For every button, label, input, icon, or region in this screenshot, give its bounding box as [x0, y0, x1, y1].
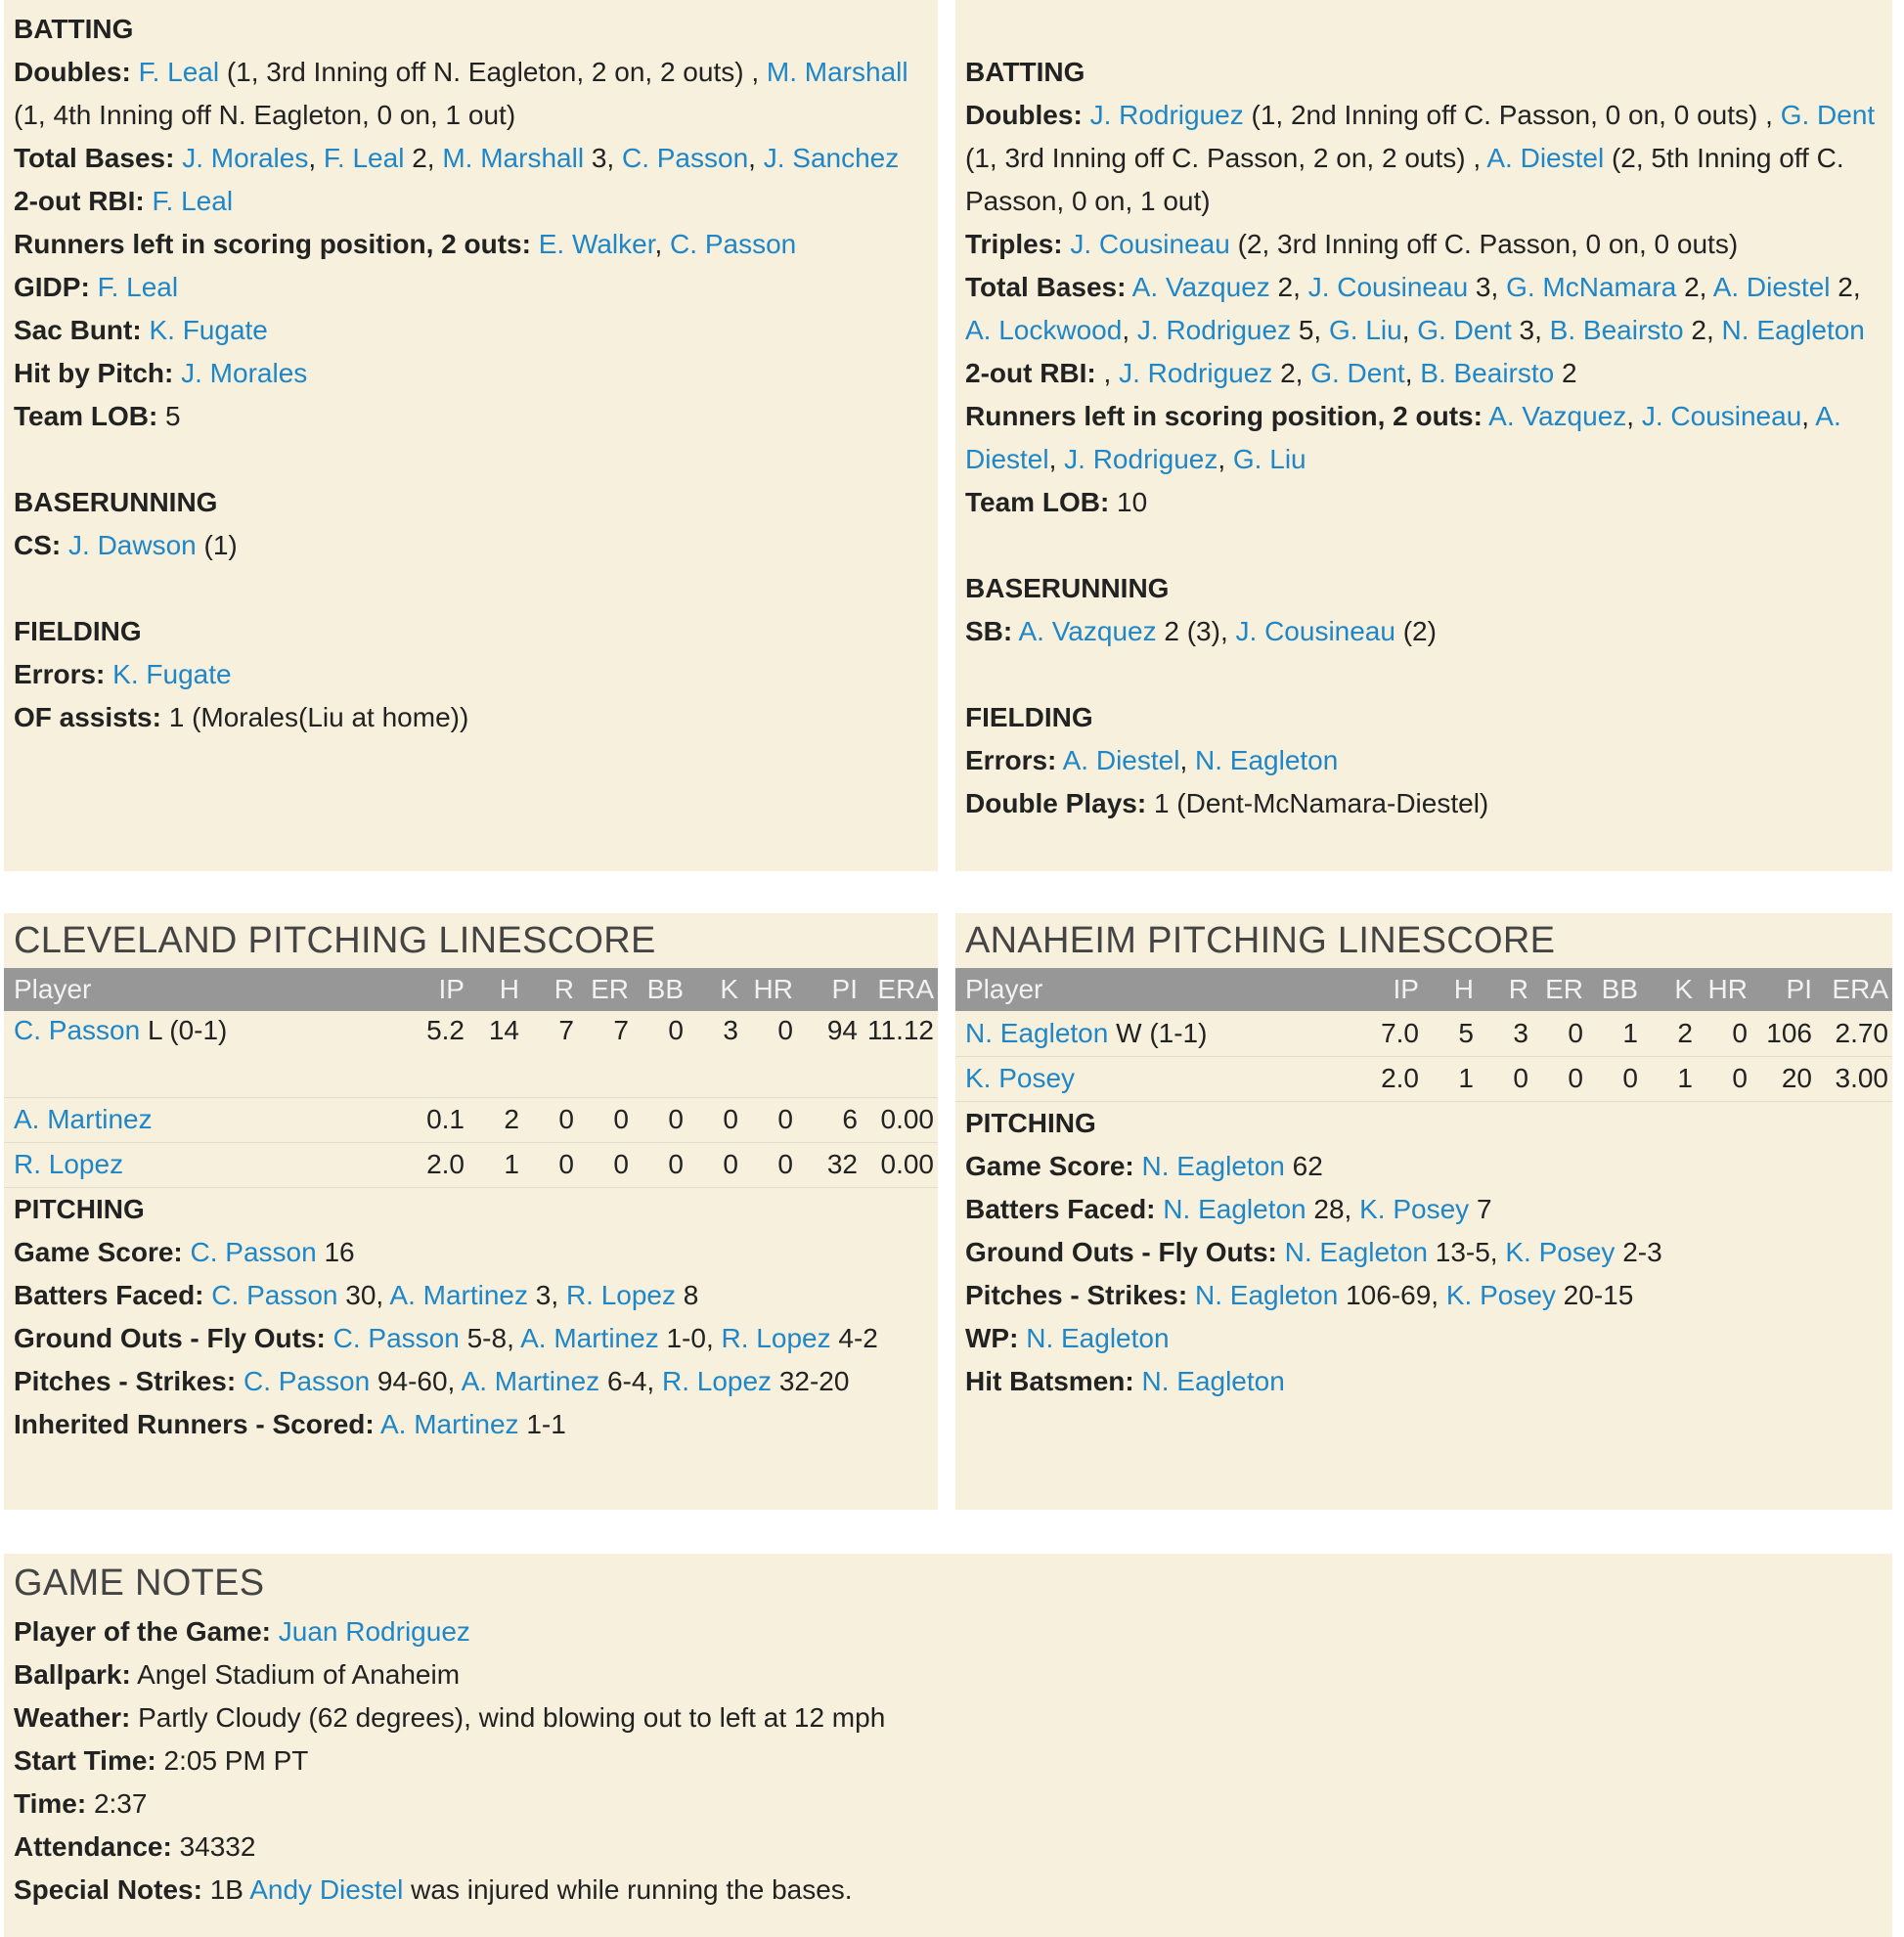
player-link[interactable]: C. Passon: [621, 143, 749, 173]
player-link[interactable]: E. Walker: [538, 229, 655, 259]
player-link[interactable]: R. Lopez: [14, 1149, 124, 1179]
cle-baserunning-header: BASERUNNING: [14, 487, 218, 517]
cle-hit-by-pitch: Hit by Pitch: J. Morales: [14, 358, 308, 388]
attendance: Attendance: 34332: [14, 1831, 256, 1862]
ana-risp: Runners left in scoring position, 2 outs: A. Vazquez, J. Cousineau, A. Diestel, J. Rodriguez, G. Liu: [965, 401, 1841, 474]
player-link[interactable]: J. Cousineau: [1070, 229, 1230, 259]
col-bb: BB: [1587, 968, 1642, 1011]
player-link[interactable]: A. Martinez: [379, 1408, 519, 1439]
ana-total-bases: Total Bases: A. Vazquez 2, J. Cousineau 3, G. McNamara 2, A. Diestel 2, A. Lockwood, J. Rodriguez 5, G. Liu, G. Dent 3, B. Beairsto 2, N. Eagleton: [965, 272, 1865, 345]
start-time: Start Time: 2:05 PM PT: [14, 1745, 309, 1776]
player-link[interactable]: R. Lopez: [565, 1279, 677, 1310]
player-link[interactable]: J. Rodriguez: [1119, 358, 1273, 388]
cle-two-out-rbi: 2-out RBI: F. Leal: [14, 186, 234, 216]
player-link[interactable]: R. Lopez: [721, 1322, 831, 1353]
player-link[interactable]: R. Lopez: [661, 1365, 773, 1396]
player-link[interactable]: A. Martinez: [461, 1365, 600, 1396]
player-link[interactable]: G. Dent: [1310, 358, 1405, 388]
ana-stolen-bases: SB: A. Vazquez 2 (3), J. Cousineau (2): [965, 616, 1437, 646]
player-link[interactable]: A. Diestel: [1486, 143, 1605, 173]
player-link[interactable]: C. Passon: [14, 1015, 141, 1045]
cle-inherited-runners: Inherited Runners - Scored: A. Martinez 1-1: [14, 1408, 566, 1439]
player-link[interactable]: Juan Rodriguez: [278, 1616, 470, 1647]
col-hr: HR: [1697, 968, 1751, 1011]
ana-game-score: Game Score: N. Eagleton 62: [965, 1150, 1323, 1181]
cle-pitches-strikes: Pitches - Strikes: C. Passon 94-60, A. Martinez 6-4, R. Lopez 32-20: [14, 1365, 850, 1396]
cle-errors: Errors: K. Fugate: [14, 659, 232, 689]
col-h: H: [468, 968, 523, 1011]
cle-sac-bunt: Sac Bunt: K. Fugate: [14, 315, 268, 345]
player-link[interactable]: C. Passon: [243, 1365, 371, 1396]
col-ip: IP: [414, 968, 468, 1011]
col-era: ERA: [862, 968, 938, 1011]
col-pi: PI: [797, 968, 862, 1011]
player-link[interactable]: B. Beairsto: [1420, 358, 1555, 388]
table-row: N. Eagleton W (1-1) 7.0 5 3 0 1 2 0 106 2.70: [955, 1011, 1892, 1056]
ana-pitching-table: [955, 968, 1892, 1102]
cle-game-score: Game Score: C. Passon 16: [14, 1236, 355, 1267]
col-k: K: [687, 968, 742, 1011]
ana-doubles: Doubles: J. Rodriguez (1, 2nd Inning off C. Passon, 0 on, 0 outs) , G. Dent (1, 3rd Inning off C. Passon, 2 on, 2 outs) , A. Diestel (2, 5th Inning off C. Passon, 0 on, 1 out): [965, 100, 1876, 216]
player-link[interactable]: M. Marshall: [442, 143, 585, 173]
ana-double-plays: Double Plays: 1 (Dent-McNamara-Diestel): [965, 788, 1489, 818]
player-link[interactable]: G. McNamara: [1506, 272, 1677, 302]
player-link[interactable]: K. Posey: [1359, 1193, 1470, 1224]
ana-baserunning-header: BASERUNNING: [965, 573, 1170, 603]
player-link[interactable]: M. Marshall: [766, 57, 908, 87]
player-link[interactable]: J. Dawson: [68, 530, 197, 560]
player-link[interactable]: B. Beairsto: [1549, 315, 1684, 345]
player-link[interactable]: G. Liu: [1329, 315, 1402, 345]
player-link[interactable]: K. Posey: [1505, 1236, 1616, 1267]
player-link[interactable]: A. Martinez: [389, 1279, 529, 1310]
cle-gidp: GIDP: F. Leal: [14, 272, 179, 302]
cle-pitching-header: PITCHING: [14, 1193, 145, 1224]
col-player: Player: [955, 968, 1368, 1011]
ana-batting-header: BATTING: [965, 57, 1085, 87]
game-notes-panel: [4, 1554, 1892, 1937]
anaheim-stats-panel: [955, 0, 1892, 871]
col-bb: BB: [633, 968, 687, 1011]
col-pi: PI: [1751, 968, 1816, 1011]
player-link[interactable]: N. Eagleton: [965, 1017, 1109, 1048]
player-link[interactable]: G. Liu: [1232, 444, 1306, 474]
cle-groundouts-flyouts: Ground Outs - Fly Outs: C. Passon 5-8, A. Martinez 1-0, R. Lopez 4-2: [14, 1322, 878, 1353]
player-link[interactable]: A. Diestel: [965, 401, 1841, 474]
ana-triples: Triples: J. Cousineau (2, 3rd Inning off C. Passon, 0 on, 0 outs): [965, 229, 1739, 259]
player-link[interactable]: A. Vazquez: [1131, 272, 1270, 302]
player-link[interactable]: Andy Diestel: [249, 1874, 404, 1905]
cleveland-stats-panel: [4, 0, 938, 871]
special-notes: Special Notes: 1B Andy Diestel was injured while running the bases.: [14, 1874, 853, 1905]
cle-batters-faced: Batters Faced: C. Passon 30, A. Martinez 3, R. Lopez 8: [14, 1279, 699, 1310]
player-link[interactable]: J. Rodriguez: [1089, 100, 1244, 130]
player-link[interactable]: A. Diestel: [1712, 272, 1831, 302]
player-link[interactable]: N. Eagleton: [1721, 315, 1865, 345]
player-link[interactable]: J. Cousineau: [1307, 272, 1469, 302]
player-link[interactable]: J. Rodriguez: [1136, 315, 1292, 345]
col-er: ER: [1532, 968, 1587, 1011]
player-link[interactable]: N. Eagleton: [1195, 745, 1339, 775]
cle-risp: Runners left in scoring position, 2 outs: E. Walker, C. Passon: [14, 229, 797, 259]
cle-caught-stealing: CS: J. Dawson (1): [14, 530, 238, 560]
player-link[interactable]: N. Eagleton: [1141, 1365, 1285, 1396]
player-link[interactable]: F. Leal: [323, 143, 405, 173]
ana-fielding-header: FIELDING: [965, 702, 1093, 732]
player-link[interactable]: J. Morales: [182, 143, 309, 173]
col-r: R: [1478, 968, 1532, 1011]
table-header-row: [955, 968, 1892, 1011]
ballpark: Ballpark: Angel Stadium of Anaheim: [14, 1659, 461, 1690]
player-link[interactable]: K. Posey: [965, 1063, 1076, 1093]
ana-batters-faced: Batters Faced: N. Eagleton 28, K. Posey 7: [965, 1193, 1492, 1224]
player-link[interactable]: C. Passon: [332, 1322, 460, 1353]
player-link[interactable]: A. Martinez: [520, 1322, 659, 1353]
game-notes-title: GAME NOTES: [14, 1563, 265, 1604]
cle-team-lob: Team LOB: 5: [14, 401, 181, 431]
player-link[interactable]: K. Posey: [1445, 1279, 1556, 1310]
player-link[interactable]: A. Vazquez: [1018, 616, 1157, 646]
col-player: Player: [4, 968, 414, 1011]
ana-pitches-strikes: Pitches - Strikes: N. Eagleton 106-69, K. Posey 20-15: [965, 1279, 1634, 1310]
col-ip: IP: [1368, 968, 1423, 1011]
ana-pitching-header: PITCHING: [965, 1107, 1096, 1138]
table-row: K. Posey 2.0 1 0 0 0 1 0 20 3.00: [955, 1056, 1892, 1101]
player-link[interactable]: N. Eagleton: [1194, 1279, 1339, 1310]
table-row: R. Lopez 2.0 1 0 0 0 0 0 32 0.00: [4, 1142, 938, 1187]
player-link[interactable]: A. Vazquez: [1488, 401, 1627, 431]
ana-two-out-rbi: 2-out RBI: , J. Rodriguez 2, G. Dent, B. Beairsto 2: [965, 358, 1577, 388]
cle-doubles: Doubles: F. Leal (1, 3rd Inning off N. Eagleton, 2 on, 2 outs) , M. Marshall (1, 4th Inning off N. Eagleton, 0 on, 1 out): [14, 57, 908, 130]
ana-wild-pitches: WP: N. Eagleton: [965, 1322, 1170, 1353]
cle-pitching-title: CLEVELAND PITCHING LINESCORE: [14, 920, 656, 961]
cle-fielding-header: FIELDING: [14, 616, 142, 646]
player-link[interactable]: J. Cousineau: [1235, 616, 1395, 646]
player-link[interactable]: N. Eagleton: [1163, 1193, 1306, 1224]
cle-batting-header: BATTING: [14, 14, 134, 44]
player-link[interactable]: F. Leal: [138, 57, 220, 87]
player-link[interactable]: C. Passon: [211, 1279, 338, 1310]
player-link[interactable]: J. Sanchez: [763, 143, 900, 173]
col-h: H: [1423, 968, 1478, 1011]
player-link[interactable]: J. Morales: [181, 358, 308, 388]
table-row: A. Martinez 0.1 2 0 0 0 0 0 6 0.00: [4, 1097, 938, 1142]
ana-hit-batsmen: Hit Batsmen: N. Eagleton: [965, 1365, 1285, 1396]
table-header-row: [4, 968, 938, 1011]
ana-errors: Errors: A. Diestel, N. Eagleton: [965, 745, 1339, 775]
table-row: C. Passon L (0-1) 5.2 14 7 7 0 3 0 94 11.12: [4, 1011, 938, 1097]
player-link[interactable]: N. Eagleton: [1284, 1236, 1428, 1267]
player-link[interactable]: C. Passon: [190, 1236, 317, 1267]
player-link[interactable]: K. Fugate: [149, 315, 268, 345]
player-link[interactable]: N. Eagleton: [1026, 1322, 1170, 1353]
cle-pitching-table: [4, 968, 938, 1188]
col-r: R: [523, 968, 578, 1011]
game-time: Time: 2:37: [14, 1788, 148, 1819]
player-link[interactable]: J. Rodriguez: [1064, 444, 1218, 474]
player-link[interactable]: N. Eagleton: [1141, 1150, 1285, 1181]
player-link[interactable]: A. Diestel: [1062, 745, 1180, 775]
col-era: ERA: [1816, 968, 1892, 1011]
player-of-the-game: Player of the Game: Juan Rodriguez: [14, 1616, 470, 1647]
col-k: K: [1642, 968, 1697, 1011]
weather: Weather: Partly Cloudy (62 degrees), wind blowing out to left at 12 mph: [14, 1702, 886, 1733]
anaheim-pitching-panel: [955, 913, 1892, 1510]
player-link[interactable]: K. Fugate: [112, 659, 232, 689]
cle-total-bases: Total Bases: J. Morales, F. Leal 2, M. Marshall 3, C. Passon, J. Sanchez: [14, 143, 900, 173]
player-link[interactable]: G. Dent: [1417, 315, 1512, 345]
player-link[interactable]: A. Lockwood: [965, 315, 1123, 345]
ana-groundouts-flyouts: Ground Outs - Fly Outs: N. Eagleton 13-5, K. Posey 2-3: [965, 1236, 1662, 1267]
col-hr: HR: [742, 968, 797, 1011]
player-link[interactable]: F. Leal: [152, 186, 234, 216]
ana-team-lob: Team LOB: 10: [965, 487, 1148, 517]
cle-of-assists: OF assists: 1 (Morales(Liu at home)): [14, 702, 469, 732]
player-link[interactable]: J. Cousineau: [1641, 401, 1802, 431]
player-link[interactable]: F. Leal: [97, 272, 179, 302]
player-link[interactable]: A. Martinez: [14, 1104, 153, 1134]
col-er: ER: [578, 968, 633, 1011]
player-link[interactable]: C. Passon: [670, 229, 797, 259]
ana-pitching-title: ANAHEIM PITCHING LINESCORE: [965, 920, 1556, 961]
cleveland-pitching-panel: [4, 913, 938, 1510]
player-link[interactable]: G. Dent: [1780, 100, 1876, 130]
